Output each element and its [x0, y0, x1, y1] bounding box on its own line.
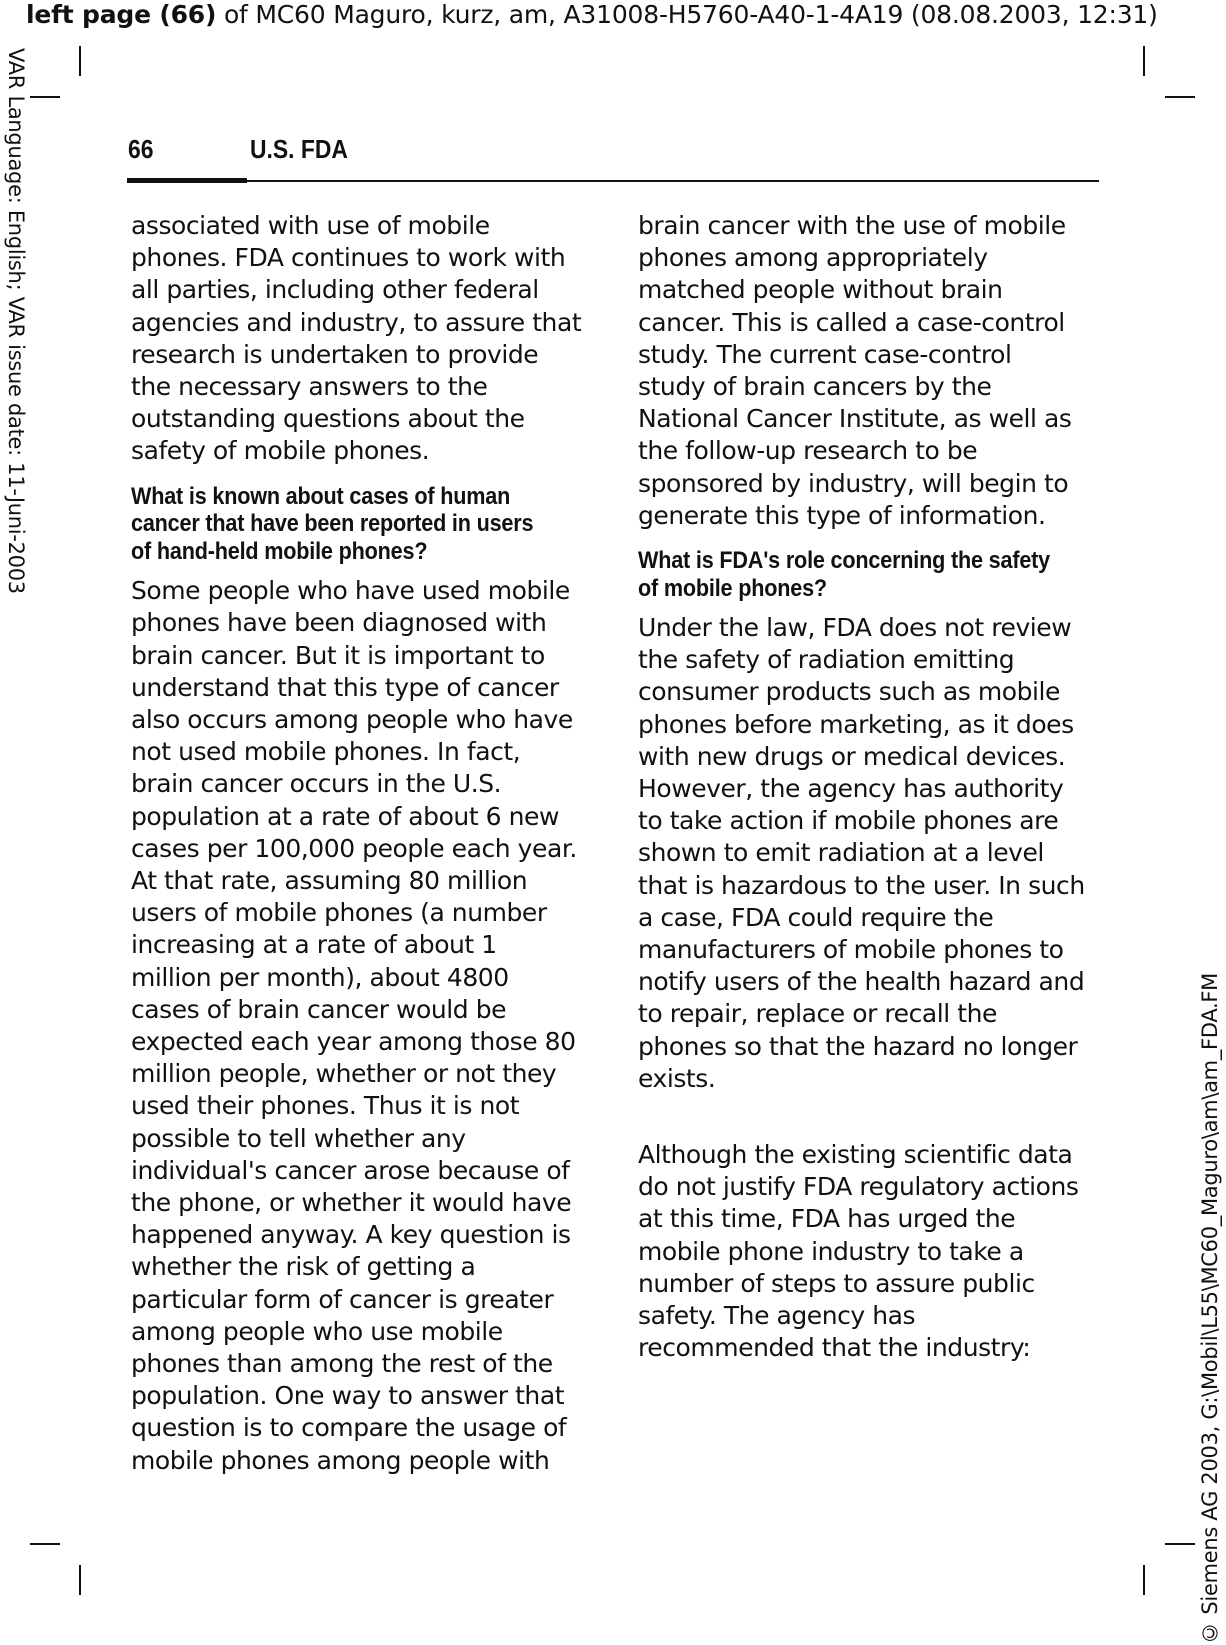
right-heading-fda-role: What is FDA's role concerning the safety of mobile phones? [638, 547, 1051, 602]
section-title: U.S. FDA [250, 134, 348, 164]
side-note-copyright: © Siemens AG 2003, G:\Mobil\L55\MC60_Maguro\am\am_FDA.FM [1198, 973, 1222, 1645]
print-job-header [26, 0, 1158, 30]
crop-mark-top-left-vertical [79, 46, 81, 76]
left-paragraph-1: associated with use of mobile phones. FDA continues to work with all parties, including other federal agencies and industry, to assure that research is undertaken to provide the necessary answers to the outstanding questions about the safety of mobile phones. [131, 211, 582, 466]
crop-mark-top-right-horizontal [1165, 96, 1195, 98]
header-rule-accent [127, 178, 247, 183]
right-paragraph-3: Although the existing scientific data do not justify FDA regulatory actions at this time, FDA has urged the mobile phone industry to take a number of steps to assure public safety. The agency has recommended that the industry: [638, 1140, 1079, 1363]
crop-mark-bottom-left-vertical [79, 1565, 81, 1595]
header-rule [127, 180, 1099, 182]
crop-mark-bottom-right-vertical [1143, 1565, 1145, 1595]
left-column [131, 210, 601, 1477]
left-heading-cancer-cases: What is known about cases of human cancer that have been reported in users of hand-held mobile phones? [131, 482, 534, 565]
print-job-details: of MC60 Maguro, kurz, am, A31008-H5760-A40-1-4A19 (08.08.2003, 12:31) [216, 0, 1158, 29]
right-paragraph-2: Under the law, FDA does not review the safety of radiation emitting consumer products such as mobile phones before marketing, as it does with new drugs or medical devices. However, the agency has authority to take action if mobile phones are shown to emit radiation at a level that is hazardous to the user. In such a case, FDA could require the manufacturers of mobile phones to notify users of the health hazard and to repair, replace or recall the phones so that the hazard no longer exists. [638, 613, 1085, 1093]
side-note-language: VAR Language: English; VAR issue date: 11-Juni-2003 [4, 48, 28, 594]
crop-mark-bottom-left-horizontal [30, 1543, 60, 1545]
left-paragraph-2: Some people who have used mobile phones have been diagnosed with brain cancer. But it is important to understand that this type of cancer also occurs among people who have not used mobile phones. In fact, brain cancer occurs in the U.S. population at a rate of about 6 new cases per 100,000 people each year. At that rate, assuming 80 million users of mobile phones (a number increasing at a rate of about 1 million per month), about 4800 cases of brain cancer would be expected each year among those 80 million people, whether or not they used their phones. Thus it is not possible to tell whether any individual's cancer arose because of the phone, or whether it would have happened anyway. A key question is whether the risk of getting a particular form of cancer is greater among people who use mobile phones than among the rest of the population. One way to answer that question is to compare the usage of mobile phones among people with [131, 576, 577, 1475]
print-job-page-label: left page (66) [26, 0, 217, 29]
crop-mark-top-left-horizontal [30, 96, 60, 98]
crop-mark-top-right-vertical [1143, 46, 1145, 76]
right-column [638, 210, 1108, 1365]
page-number: 66 [128, 134, 154, 164]
right-paragraph-1: brain cancer with the use of mobile phones among appropriately matched people without brain cancer. This is called a case-control study. The current case-control study of brain cancers by the National Cancer Institute, as well as the follow-up research to be sponsored by industry, will begin to generate this type of information. [638, 211, 1072, 530]
crop-mark-bottom-right-horizontal [1165, 1543, 1195, 1545]
